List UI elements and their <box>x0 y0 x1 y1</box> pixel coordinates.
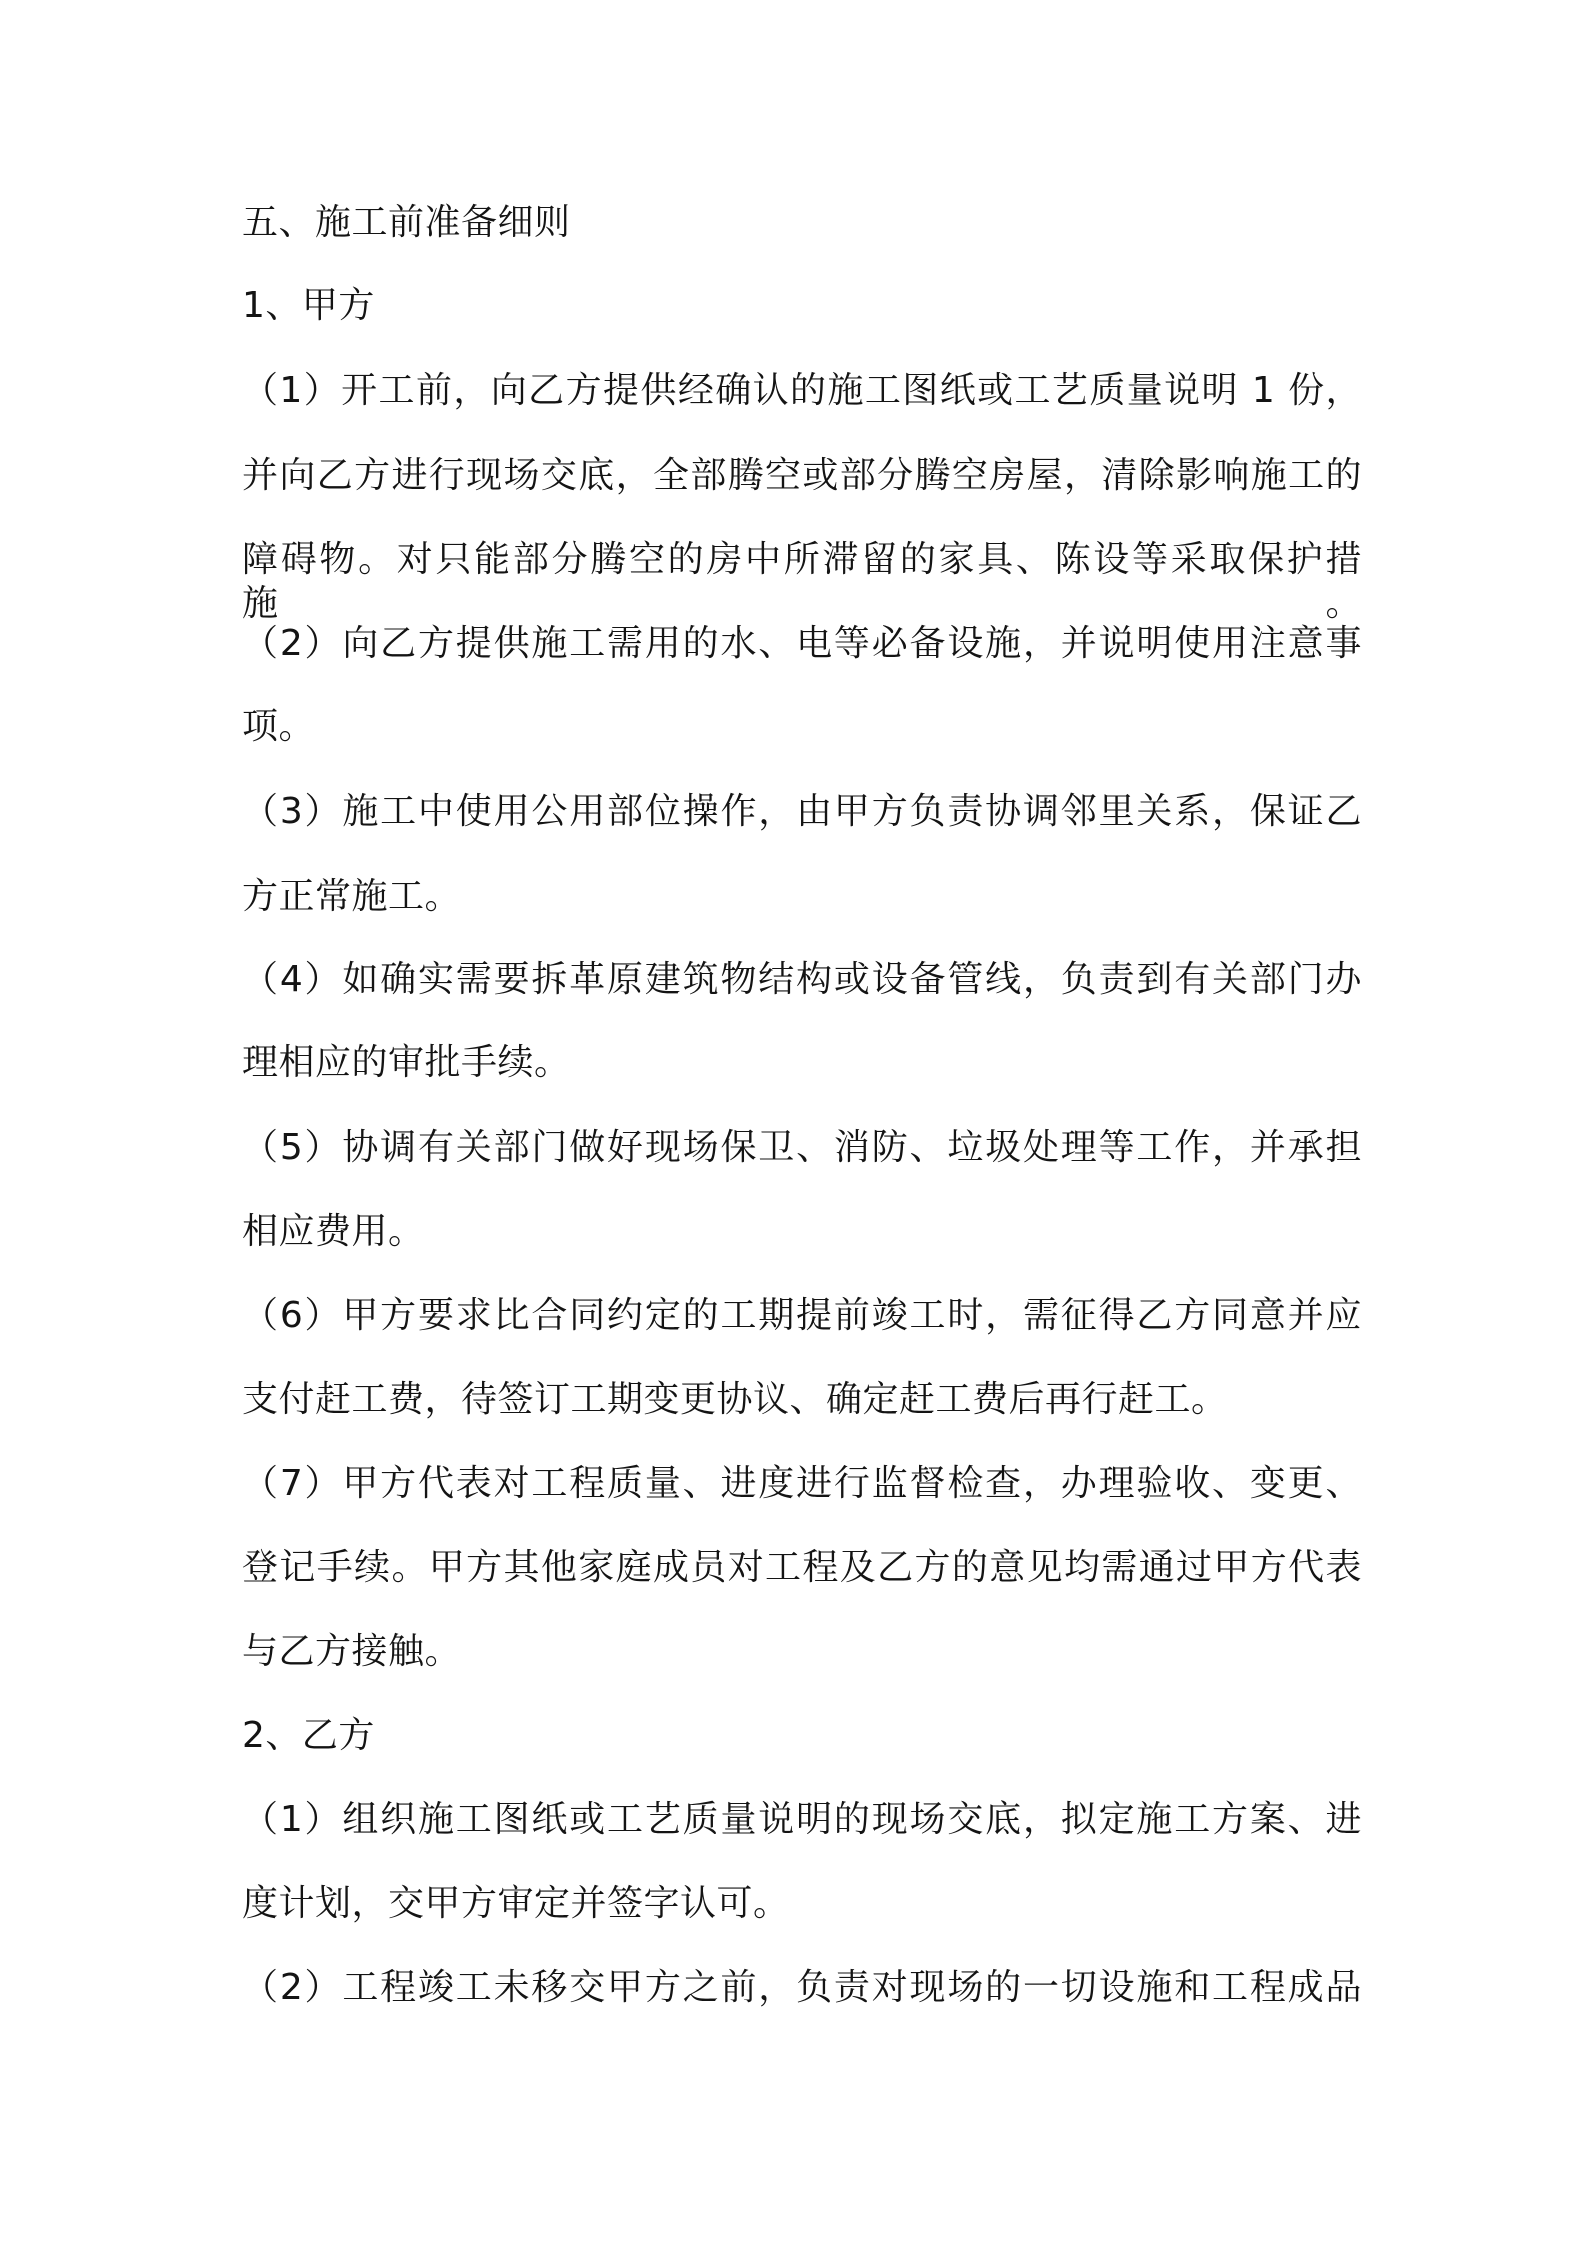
party-a-item-7-line-2: 登记手续。甲方其他家庭成员对工程及乙方的意见均需通过甲方代表 <box>242 1547 1362 1588</box>
party-a-item-5-line-2: 相应费用。 <box>242 1211 425 1252</box>
party-b-item-1-line-1: （1）组织施工图纸或工艺质量说明的现场交底，拟定施工方案、进 <box>242 1799 1362 1840</box>
party-b-heading: 2、乙方 <box>242 1715 375 1756</box>
party-a-item-6-line-1: （6）甲方要求比合同约定的工期提前竣工时，需征得乙方同意并应 <box>242 1295 1362 1336</box>
party-a-item-7-line-3: 与乙方接触。 <box>242 1631 462 1672</box>
party-a-item-1-line-2: 并向乙方进行现场交底，全部腾空或部分腾空房屋，清除影响施工的 <box>242 455 1362 496</box>
party-a-item-6-line-2: 支付赶工费，待签订工期变更协议、确定赶工费后再行赶工。 <box>242 1379 1228 1420</box>
party-b-item-2-line-1: （2）工程竣工未移交甲方之前，负责对现场的一切设施和工程成品 <box>242 1967 1362 2008</box>
party-a-item-7-line-1: （7）甲方代表对工程质量、进度进行监督检查，办理验收、变更、 <box>242 1463 1362 1504</box>
party-a-item-2-line-2: 项。 <box>242 706 316 747</box>
party-a-item-5-line-1: （5）协调有关部门做好现场保卫、消防、垃圾处理等工作，并承担 <box>242 1127 1362 1168</box>
party-a-heading: 1、甲方 <box>242 285 375 326</box>
party-b-item-1-line-2: 度计划，交甲方审定并签字认可。 <box>242 1883 790 1924</box>
party-a-item-1-line-3: 障碍物。对只能部分腾空的房中所滞留的家具、陈设等采取保护措施。 <box>242 539 1362 624</box>
party-a-item-4-line-1: （4）如确实需要拆革原建筑物结构或设备管线，负责到有关部门办 <box>242 959 1362 1000</box>
party-a-item-3-line-2: 方正常施工。 <box>242 876 462 917</box>
party-a-item-2-line-1: （2）向乙方提供施工需用的水、电等必备设施，并说明使用注意事 <box>242 623 1362 664</box>
party-a-item-4-line-2: 理相应的审批手续。 <box>242 1042 571 1083</box>
party-a-item-1-line-1: （1）开工前，向乙方提供经确认的施工图纸或工艺质量说明 1 份， <box>242 370 1362 411</box>
party-a-item-3-line-1: （3）施工中使用公用部位操作，由甲方负责协调邻里关系，保证乙 <box>242 791 1362 832</box>
section-title: 五、施工前准备细则 <box>242 202 571 243</box>
